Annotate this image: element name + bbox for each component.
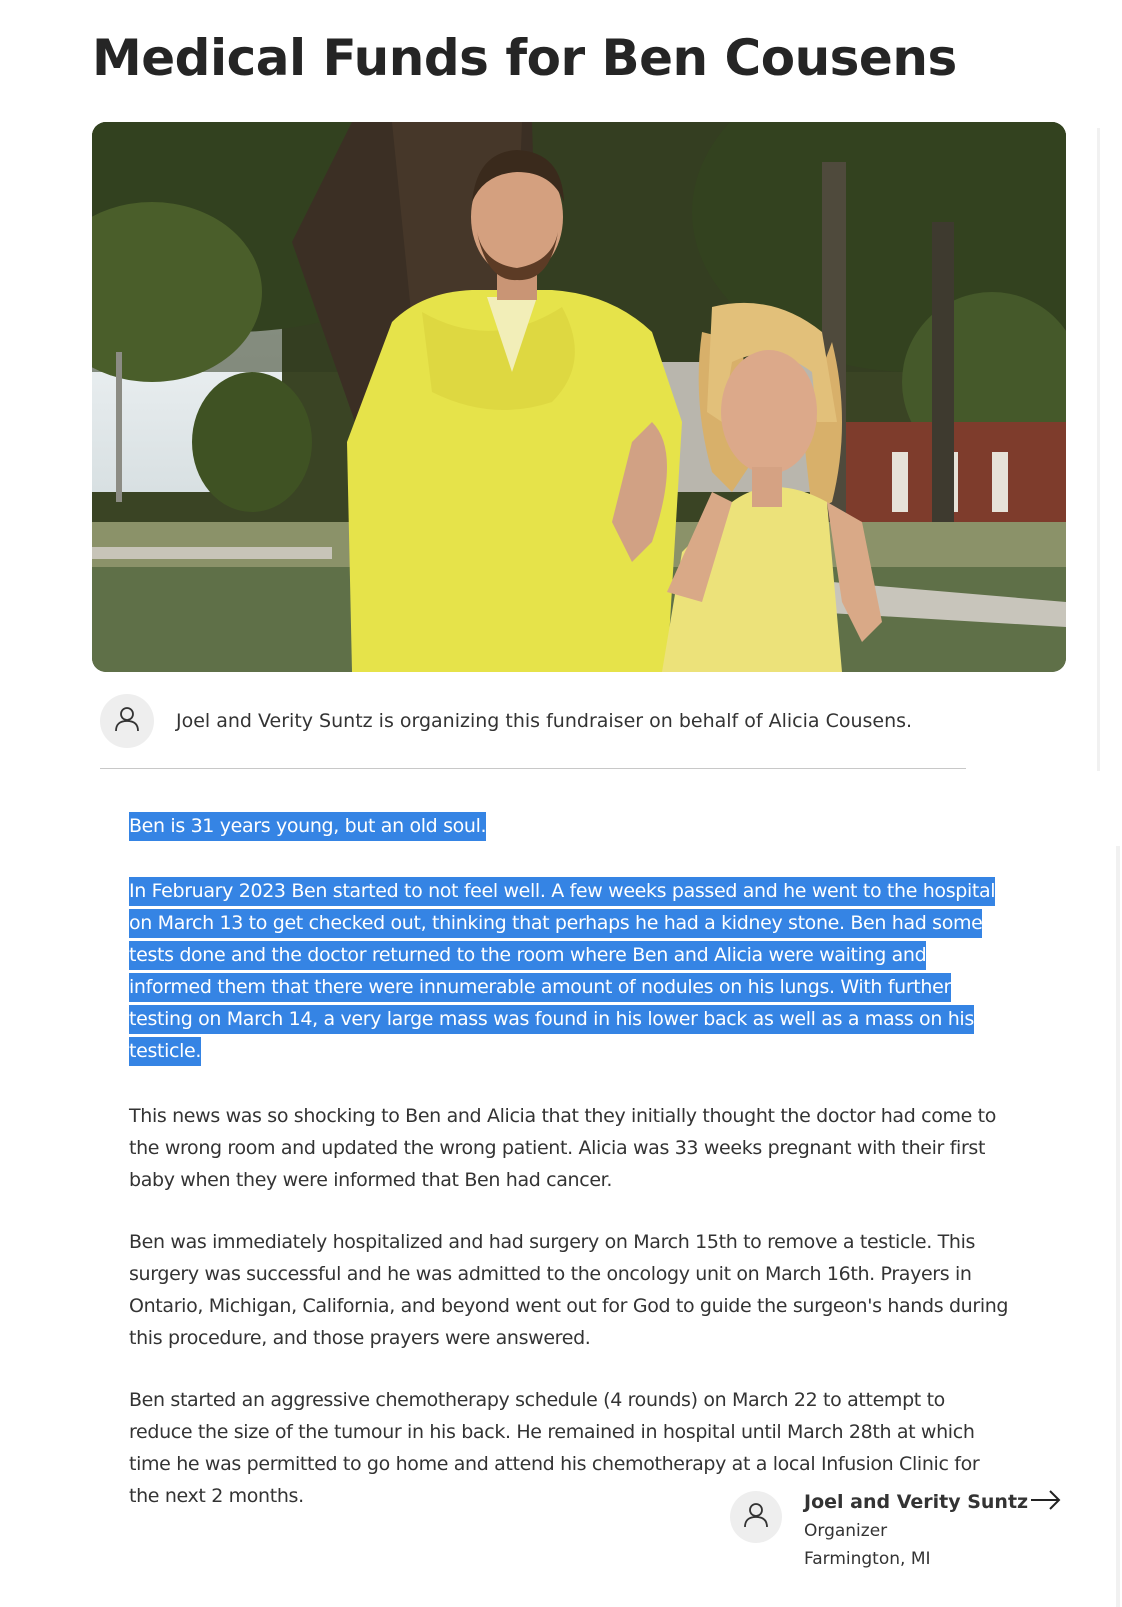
sidebar-edge-lower bbox=[1116, 846, 1120, 1607]
organizer-avatar bbox=[730, 1491, 782, 1543]
selected-text: Ben is 31 years young, but an old soul. bbox=[129, 812, 486, 841]
divider bbox=[100, 768, 966, 769]
sidebar-edge bbox=[1097, 128, 1100, 771]
arrow-right-icon bbox=[1030, 1489, 1062, 1515]
person-icon bbox=[742, 1501, 770, 1533]
story-paragraph: Ben started an aggressive chemotherapy schedule (4 rounds) on March 22 to attempt to reduce the size of the tumour in his back. He remained in hospital until March 28th at which time he was permitted to go home and attend his chemotherapy at a local Infusion Clinic for the next 2 months. bbox=[129, 1389, 980, 1507]
selected-text: In February 2023 Ben started to not feel well. A few weeks passed and he went to the hospital on March 13 to get checked out, thinking that perhaps he had a kidney stone. Ben had some tests done and the doctor returned to the room where Ben and Alicia were waiting and informed them that there were innumerable amount of nodules on his lungs. With further testing on March 14, a very large mass was found in his lower back as well as a mass on his testicle. bbox=[129, 877, 995, 1066]
story-paragraph: This news was so shocking to Ben and Alicia that they initially thought the doctor had come to the wrong room and updated the wrong patient. Alicia was 33 weeks pregnant with their first baby when they were informed that Ben had cancer. bbox=[129, 1105, 997, 1191]
organizer-location: Farmington, MI bbox=[804, 1549, 931, 1569]
story-paragraph bbox=[129, 875, 1009, 1067]
organizer-statement bbox=[100, 694, 912, 748]
organizer-profile-link[interactable] bbox=[804, 1489, 1062, 1515]
organizer-statement-text: Joel and Verity Suntz is organizing this fundraiser on behalf of Alicia Cousens. bbox=[176, 710, 913, 732]
page-title: Medical Funds for Ben Cousens bbox=[92, 29, 957, 87]
story-body bbox=[129, 810, 1009, 1542]
organizer-name: Joel and Verity Suntz bbox=[804, 1491, 1029, 1513]
campaign-hero-photo bbox=[92, 122, 1066, 672]
story-paragraph: Ben was immediately hospitalized and had surgery on March 15th to remove a testicle. This surgery was successful and he was admitted to the oncology unit on March 16th. Prayers in Ontario, Michigan, California, and beyond went out for God to guide the surgeon's hands during this procedure, and those prayers were answered. bbox=[129, 1231, 1009, 1349]
story-paragraph bbox=[129, 810, 1009, 842]
avatar bbox=[100, 694, 154, 748]
person-icon bbox=[113, 705, 141, 737]
organizer-role: Organizer bbox=[804, 1521, 888, 1541]
